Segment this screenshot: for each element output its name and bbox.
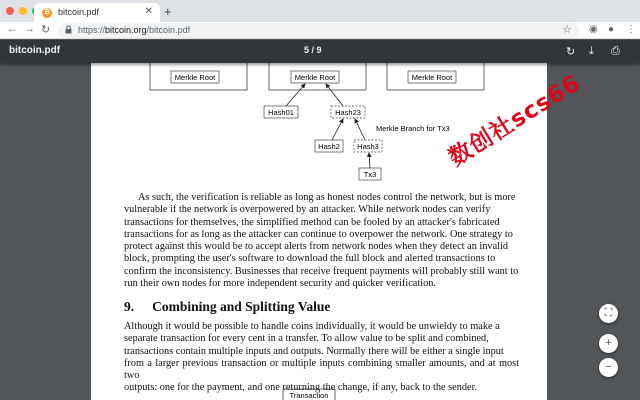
browser-toolbar xyxy=(0,22,640,39)
arrow-hash01-root xyxy=(286,84,305,106)
forward-icon[interactable]: → xyxy=(24,23,35,35)
lock-icon xyxy=(65,25,72,34)
text-line: protect against this would be to accept alerts from network nodes when they detect an invalid xyxy=(124,241,509,253)
tab-bitcoin-pdf[interactable] xyxy=(34,3,160,22)
section-heading xyxy=(124,299,330,315)
arrow-hash3-hash23 xyxy=(355,119,365,140)
profile-icon[interactable]: ◉ xyxy=(589,24,598,35)
address-bar[interactable] xyxy=(58,23,580,38)
hash01-label: Hash01 xyxy=(268,108,294,117)
text-line: transactions contain multiple inputs and outputs. Normally there will be either a single input xyxy=(124,345,504,357)
pdf-filename: bitcoin.pdf xyxy=(9,45,61,56)
tab-title: bitcoin.pdf xyxy=(58,7,100,17)
text-line: vulnerable if the network is overpowered by an attacker. While network nodes can verify xyxy=(124,204,491,216)
merkle-branch-caption: Merkle Branch for Tx3 xyxy=(376,124,450,133)
new-tab-button[interactable]: + xyxy=(164,4,172,19)
fit-to-page-button[interactable]: ⛶ xyxy=(599,304,618,323)
text-line: transactions for themselves, the simplified method can be fooled by an attacker's fabricated xyxy=(124,216,500,228)
text-line: confirm the inconsistency. Businesses that receive frequent payments will probably still want to xyxy=(124,265,519,277)
hash23-label: Hash23 xyxy=(335,108,361,117)
hash3-label: Hash3 xyxy=(357,142,379,151)
tx3-label: Tx3 xyxy=(363,170,377,179)
account-icon[interactable]: ● xyxy=(608,24,615,35)
close-window-button[interactable] xyxy=(6,7,14,15)
bitcoin-favicon-icon: ₿ xyxy=(42,8,52,18)
section-title: Combining and Splitting Value xyxy=(152,299,331,314)
reload-icon[interactable]: ↻ xyxy=(41,24,51,36)
text-line: As such, the verification is reliable as long as honest nodes control the network, but is more xyxy=(138,192,516,203)
url-text: https://bitcoin.org/bitcoin.pdf xyxy=(78,25,191,35)
back-icon[interactable]: ← xyxy=(7,23,18,35)
transaction-label: Transaction xyxy=(289,391,329,400)
merkle-root-right-label: Merkle Root xyxy=(411,73,453,82)
page-indicator: 5 / 9 xyxy=(304,45,322,55)
bookmark-star-icon[interactable]: ☆ xyxy=(562,24,572,36)
zoom-out-button[interactable]: − xyxy=(599,358,618,377)
pdf-page xyxy=(91,40,547,400)
arrow-hash23-root xyxy=(326,84,343,106)
hash2-label: Hash2 xyxy=(318,142,340,151)
text-line: separate transaction for every cent in a transfer. To allow value to be split and combined, xyxy=(124,333,489,345)
text-line: Although it would be possible to handle coins individually, it would be unwieldy to make a xyxy=(124,321,500,332)
text-line: outputs: one for the payment, and one returning the change, if any, back to the sender. xyxy=(124,382,478,394)
rotate-icon[interactable]: ↻ xyxy=(566,46,576,58)
section-number: 9. xyxy=(124,299,135,314)
zoom-in-button[interactable]: + xyxy=(599,334,618,353)
paragraph-verification xyxy=(124,192,519,290)
minimize-window-button[interactable] xyxy=(19,7,27,15)
text-line: run their own nodes for more independent security and quicker verification. xyxy=(124,278,436,290)
paragraph-combining-value xyxy=(124,321,519,395)
text-line: transactions for as long as the attacker can continue to overpower the network. One strategy to xyxy=(124,228,513,240)
tab-strip xyxy=(0,0,640,22)
arrow-tx3-hash3 xyxy=(369,153,370,168)
watermark-text: 数创社scs66 xyxy=(444,70,586,172)
arrow-hash2-hash23 xyxy=(332,119,343,140)
pdf-viewer-toolbar xyxy=(0,40,640,63)
text-line: block, prompting the user's software to download the full block and alerted transactions to xyxy=(124,253,496,265)
download-icon[interactable]: ⤓ xyxy=(589,45,594,57)
transaction-diagram xyxy=(91,385,547,400)
merkle-root-middle-label: Merkle Root xyxy=(294,73,336,82)
print-icon[interactable]: ⎙ xyxy=(611,45,620,57)
merkle-root-left-label: Merkle Root xyxy=(174,73,216,82)
text-line: from a larger previous transaction or multiple inputs combining smaller amounts, and at most two xyxy=(124,357,519,382)
close-tab-icon[interactable]: ✕ xyxy=(144,6,153,17)
menu-icon[interactable]: ⋮ xyxy=(626,24,636,35)
